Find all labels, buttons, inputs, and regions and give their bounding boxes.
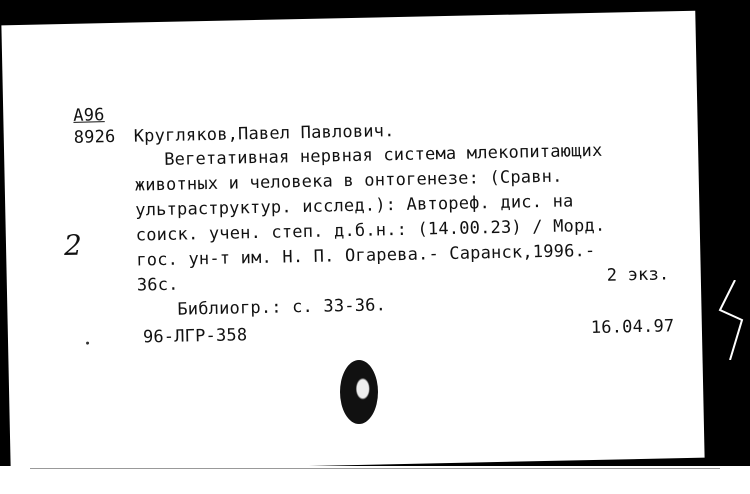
inventory-number: 8926 bbox=[73, 126, 116, 148]
title-line-5: гос. ун-т им. Н. П. Огарева.- Саранск,1996.- bbox=[136, 240, 596, 271]
shelf-code: А96 bbox=[73, 105, 105, 126]
bottom-strip bbox=[0, 466, 750, 494]
title-line-2: животных и человека в онтогенезе: (Сравн. bbox=[134, 166, 563, 196]
record-code: 96-ЛГР-358 bbox=[142, 325, 248, 348]
title-line-1: Вегетативная нервная система млекопитающих bbox=[164, 140, 603, 170]
bottom-rule bbox=[30, 468, 720, 469]
copies-count: 2 экз. bbox=[606, 264, 670, 286]
title-line-4: соиск. учен. степ. д.б.н.: (14.00.23) / Морд. bbox=[135, 215, 606, 246]
ink-speck bbox=[86, 342, 89, 345]
bibliography-note: Библиогр.: с. 33-36. bbox=[177, 295, 387, 320]
card-edge-fragment bbox=[680, 280, 750, 360]
date-stamp: 16.04.97 bbox=[590, 316, 675, 339]
punch-hole bbox=[340, 360, 378, 424]
page-count: 36с. bbox=[136, 274, 179, 296]
author-heading: Кругляков,Павел Павлович. bbox=[133, 121, 395, 147]
handwritten-mark: 2 bbox=[63, 228, 83, 263]
title-line-3: ультраструктур. исслед.): Автореф. дис. на bbox=[135, 191, 574, 221]
